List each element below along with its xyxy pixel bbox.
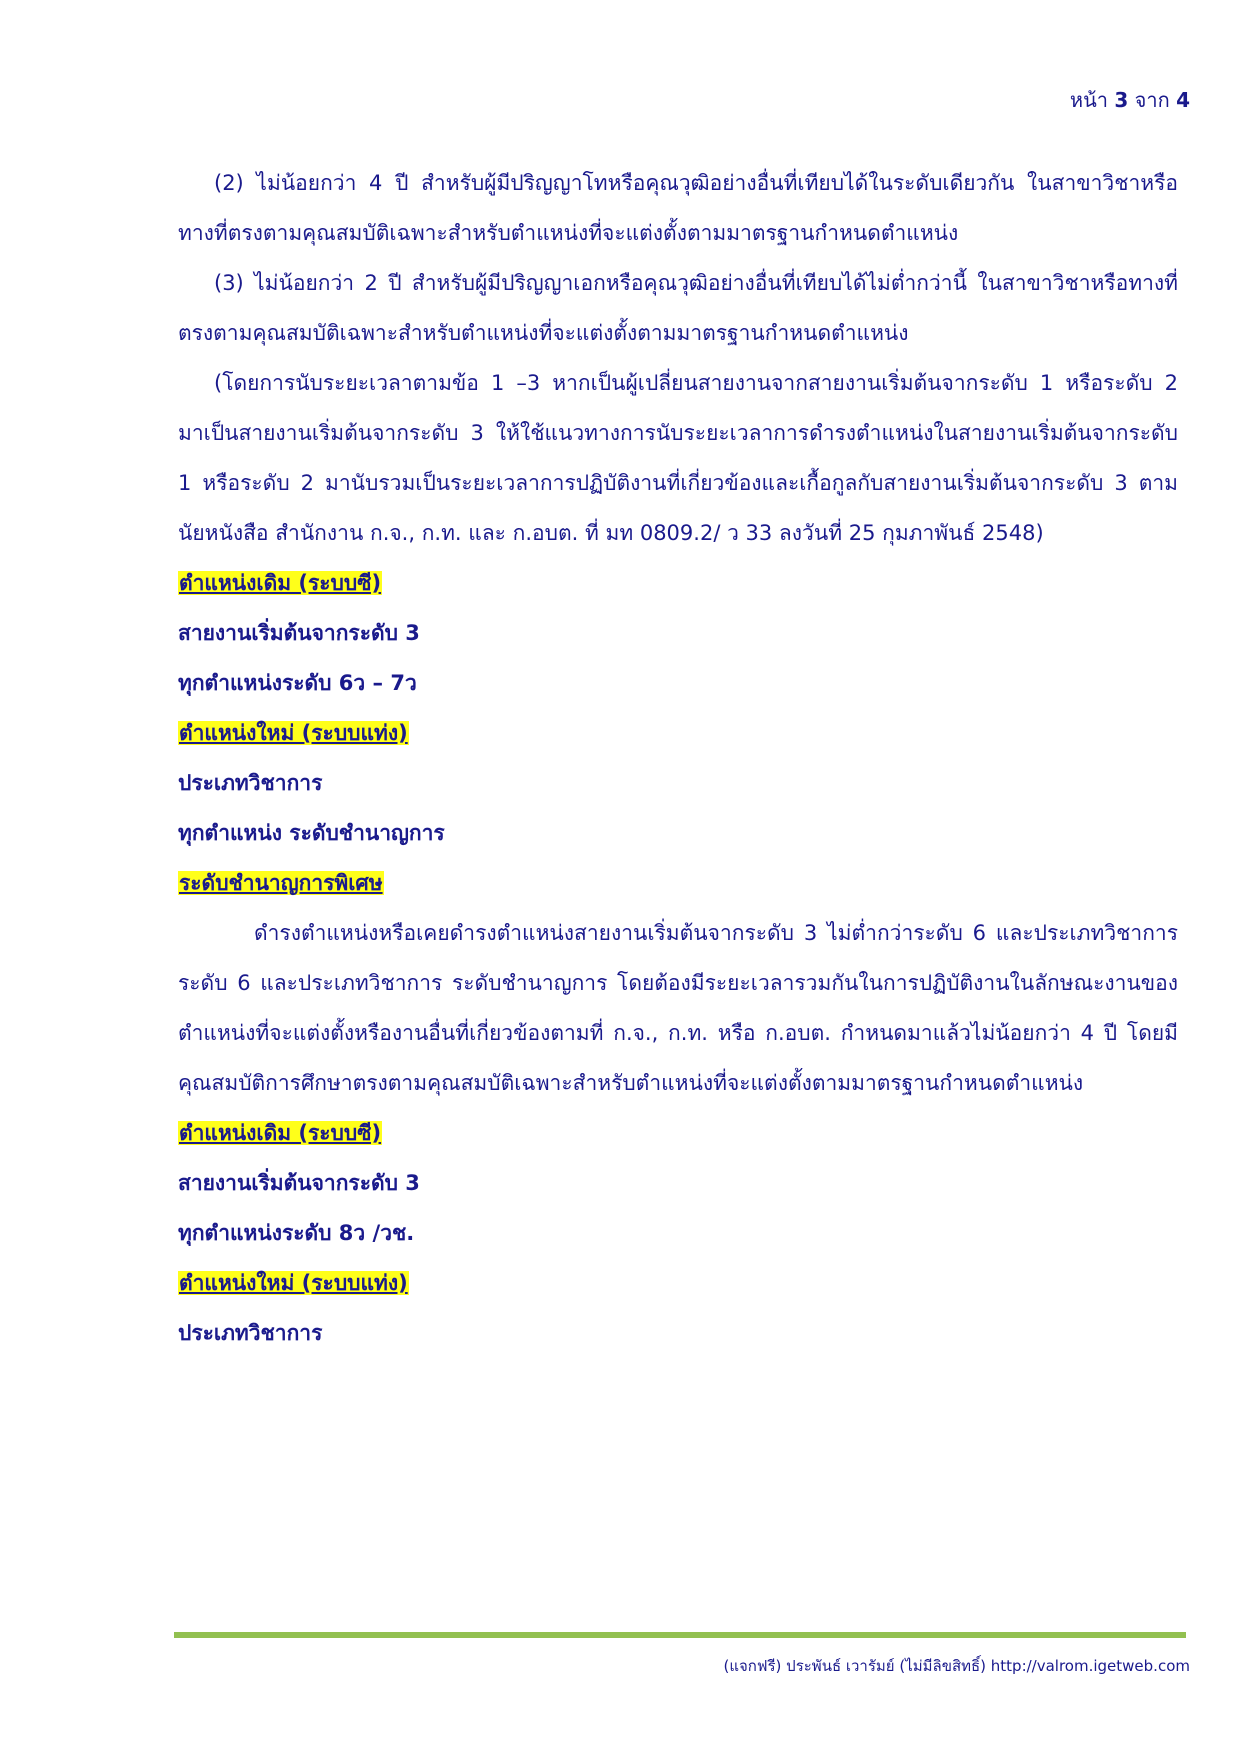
document-body — [178, 158, 1178, 1358]
new-position-heading: ตำแหน่งใหม่ (ระบบแท่ง) — [179, 721, 408, 745]
old-position-level: ทุกตำแหน่งระดับ 6ว – 7ว — [178, 671, 417, 695]
page-current: 3 — [1114, 88, 1129, 112]
old-position-heading: ตำแหน่งเดิม (ระบบซี) — [179, 571, 382, 595]
page-total: 4 — [1176, 88, 1190, 112]
page-of: จาก — [1134, 88, 1170, 112]
paragraph-2: (2) ไม่น้อยกว่า 4 ปี สำหรับผู้มีปริญญาโทหรือคุณวุฒิอย่างอื่นที่เทียบได้ในระดับเดียวกัน ในสาขาวิชาหรือทางที่ตรงตามคุณสมบัติเฉพาะสำหรับตำแหน่งที่จะแต่งตั้งตามมาตรฐานกำหนดตำแหน่ง — [178, 171, 1178, 245]
old-position-line: สายงานเริ่มต้นจากระดับ 3 — [178, 621, 420, 645]
paragraph-note: (โดยการนับระยะเวลาตามข้อ 1 –3 หากเป็นผู้เปลี่ยนสายงานจากสายงานเริ่มต้นจากระดับ 1 หรือระดับ 2 มาเป็นสายงานเริ่มต้นจากระดับ 3 ให้ใช้แนวทางการนับระยะเวลาการดำรงตำแหน่งในสายงานเริ่มต้นจากระดับ 1 หรือระดับ 2 มานับรวมเป็นระยะเวลาการปฏิบัติงานที่เกี่ยวข้องและเกื้อกูลกับสายงานเริ่มต้นจากระดับ 3 ตามนัยหนังสือ สำนักงาน ก.จ., ก.ท. และ ก.อบต. ที่ มท 0809.2/ ว 33 ลงวันที่ 25 กุมภาพันธ์ 2548) — [178, 371, 1178, 545]
new-position-level: ทุกตำแหน่ง ระดับชำนาญการ — [178, 821, 445, 845]
section-title: ระดับชำนาญการพิเศษ — [179, 871, 383, 895]
old-position-heading-2: ตำแหน่งเดิม (ระบบซี) — [179, 1121, 382, 1145]
section-body: ดำรงตำแหน่งหรือเคยดำรงตำแหน่งสายงานเริ่มต้นจากระดับ 3 ไม่ต่ำกว่าระดับ 6 และประเภทวิชาการ ระดับ 6 และประเภทวิชาการ ระดับชำนาญการ โดยต้องมีระยะเวลารวมกันในการปฏิบัติงานในลักษณะงานของตำแหน่งที่จะแต่งตั้งหรืองานอื่นที่เกี่ยวข้องตามที่ ก.จ., ก.ท. หรือ ก.อบต. กำหนดมาแล้วไม่น้อยกว่า 4 ปี โดยมีคุณสมบัติการศึกษาตรงตามคุณสมบัติเฉพาะสำหรับตำแหน่งที่จะแต่งตั้งตามมาตรฐานกำหนดตำแหน่ง — [178, 921, 1178, 1095]
footer-credit: (แจกฟรี) ประพันธ์ เวารัมย์ (ไม่มีลิขสิทธิ์) http://valrom.igetweb.com — [723, 1657, 1190, 1675]
footer-divider — [174, 1632, 1186, 1638]
new-position-heading-2: ตำแหน่งใหม่ (ระบบแท่ง) — [179, 1271, 408, 1295]
old-position-level-2: ทุกตำแหน่งระดับ 8ว /วช. — [178, 1221, 415, 1245]
new-position-type-2: ประเภทวิชาการ — [178, 1321, 323, 1345]
paragraph-3: (3) ไม่น้อยกว่า 2 ปี สำหรับผู้มีปริญญาเอกหรือคุณวุฒิอย่างอื่นที่เทียบได้ไม่ต่ำกว่านี้ ในสาขาวิชาหรือทางที่ตรงตามคุณสมบัติเฉพาะสำหรับตำแหน่งที่จะแต่งตั้งตามมาตรฐานกำหนดตำแหน่ง — [178, 271, 1178, 345]
page-number — [1070, 84, 1190, 116]
page-prefix: หน้า — [1069, 88, 1109, 112]
new-position-type: ประเภทวิชาการ — [178, 771, 323, 795]
old-position-line-2: สายงานเริ่มต้นจากระดับ 3 — [178, 1171, 420, 1195]
